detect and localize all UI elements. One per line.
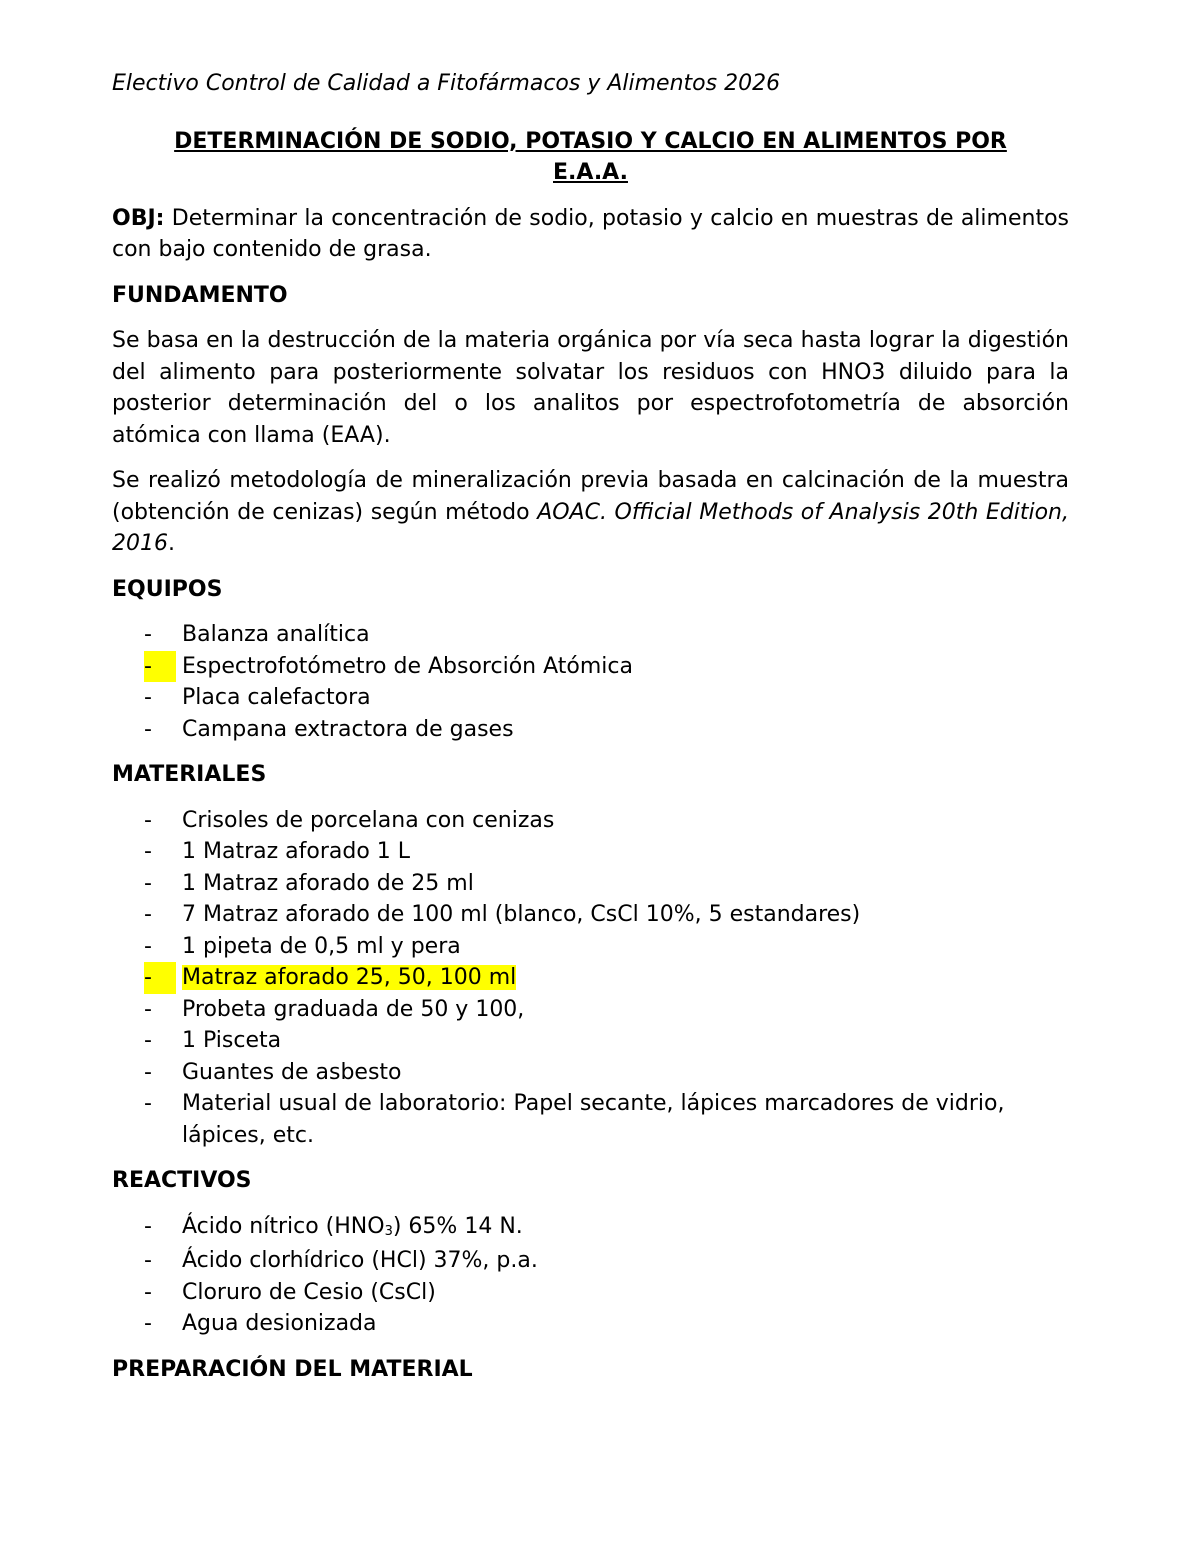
list-dash: - (144, 1279, 152, 1305)
reactivos-list (112, 1211, 1069, 1340)
list-dash: - (144, 1059, 152, 1085)
list-item-text: Crisoles de porcelana con cenizas (182, 807, 555, 833)
list-dash: - (144, 1091, 152, 1116)
list-dash: - (144, 1028, 152, 1053)
list-item (112, 1245, 1069, 1277)
document-header: Electivo Control de Calidad a Fitofármacos y Alimentos 2026 (112, 71, 781, 96)
subscript-3: 3 (384, 1223, 393, 1239)
list-dash: - (144, 839, 152, 864)
fundamento-p2-reference: AOAC. Official Methods of Analysis 20th Edition, 2016 (112, 499, 1069, 556)
list-item-text-highlighted: Matraz aforado 25, 50, 100 ml (182, 965, 517, 990)
list-item (112, 1025, 1069, 1057)
list-dash: - (144, 1248, 152, 1273)
fundamento-paragraph-1: Se basa en la destrucción de la materia orgánica por vía seca hasta lograr la digestión del alimento para posteriormente solvatar los residuos con HNO3 diluido para la posterior determinación del o los analitos por espectrofotometría de absorción atómica con llama (EAA). (112, 328, 1069, 448)
equipos-list (112, 619, 1069, 745)
list-item-text: Balanza analítica (182, 622, 370, 647)
list-item-text: Espectrofotómetro de Absorción Atómica (182, 653, 633, 679)
list-item (112, 1211, 1069, 1246)
fundamento-heading: FUNDAMENTO (112, 282, 288, 308)
list-item-text: 1 Matraz aforado de 25 ml (182, 870, 474, 896)
fundamento-p2-start: Se realizó metodología de mineralización previa basada en calcinación de la muestra (obtención de cenizas) según método (112, 468, 1069, 525)
title-line-2: E.A.A. (553, 160, 628, 185)
list-item (112, 931, 1069, 963)
list-item (112, 994, 1069, 1026)
list-item-text: 1 Pisceta (182, 1028, 282, 1053)
objective-paragraph (112, 203, 1069, 266)
list-dash: - (144, 996, 152, 1022)
reactivos-heading: REACTIVOS (112, 1168, 252, 1193)
list-dash: - (144, 1311, 152, 1336)
list-dash: - (144, 870, 152, 896)
list-item (112, 1057, 1069, 1089)
list-item (112, 1277, 1069, 1309)
fundamento-paragraph-2 (112, 465, 1069, 560)
list-item (112, 714, 1069, 746)
list-dash: - (144, 933, 152, 959)
preparacion-heading: PREPARACIÓN DEL MATERIAL (112, 1356, 473, 1382)
list-item (112, 619, 1069, 651)
list-dash: - (144, 685, 152, 710)
materiales-heading: MATERIALES (112, 762, 267, 787)
title-line-1: DETERMINACIÓN DE SODIO, POTASIO Y CALCIO EN ALIMENTOS POR (174, 128, 1007, 154)
list-item (112, 651, 1069, 683)
fundamento-p2-end: . (168, 531, 175, 556)
list-item-text: Material usual de laboratorio: Papel secante, lápices marcadores de vidrio, lápices, etc. (182, 1091, 1005, 1148)
list-item (112, 682, 1069, 714)
list-dash-highlighted: - (144, 651, 176, 683)
list-dash-highlighted: - (144, 962, 176, 994)
list-dash: - (144, 902, 152, 927)
document-title (112, 126, 1069, 189)
list-item (112, 1088, 1069, 1151)
equipos-heading: EQUIPOS (112, 576, 223, 602)
list-dash: - (144, 716, 152, 742)
list-dash: - (144, 807, 152, 833)
materiales-list (112, 805, 1069, 1152)
list-item (112, 805, 1069, 837)
list-item-text: Ácido clorhídrico (HCl) 37%, p.a. (182, 1248, 538, 1273)
list-dash: - (144, 622, 152, 647)
list-item-text-post: ) 65% 14 N. (392, 1213, 523, 1239)
list-item-text: 7 Matraz aforado de 100 ml (blanco, CsCl 10%, 5 estandares) (182, 902, 861, 927)
list-item (112, 836, 1069, 868)
list-item-text: 1 Matraz aforado 1 L (182, 839, 411, 864)
list-item (112, 1308, 1069, 1340)
list-item-text: Placa calefactora (182, 685, 371, 710)
list-item (112, 868, 1069, 900)
list-dash: - (144, 1213, 152, 1239)
list-item-text: Probeta graduada de 50 y 100, (182, 996, 525, 1022)
list-item-text: 1 pipeta de 0,5 ml y pera (182, 933, 461, 959)
list-item-text: Guantes de asbesto (182, 1059, 402, 1085)
objective-label: OBJ: (112, 205, 165, 231)
list-item-text: Agua desionizada (182, 1311, 377, 1336)
list-item-text-pre: Ácido nítrico (HNO (182, 1213, 385, 1239)
objective-text: Determinar la concentración de sodio, potasio y calcio en muestras de alimentos con bajo contenido de grasa. (112, 205, 1069, 262)
list-item (112, 899, 1069, 931)
list-item-text: Cloruro de Cesio (CsCl) (182, 1279, 436, 1305)
list-item-highlighted (112, 962, 1069, 994)
list-item-text: Campana extractora de gases (182, 716, 514, 742)
